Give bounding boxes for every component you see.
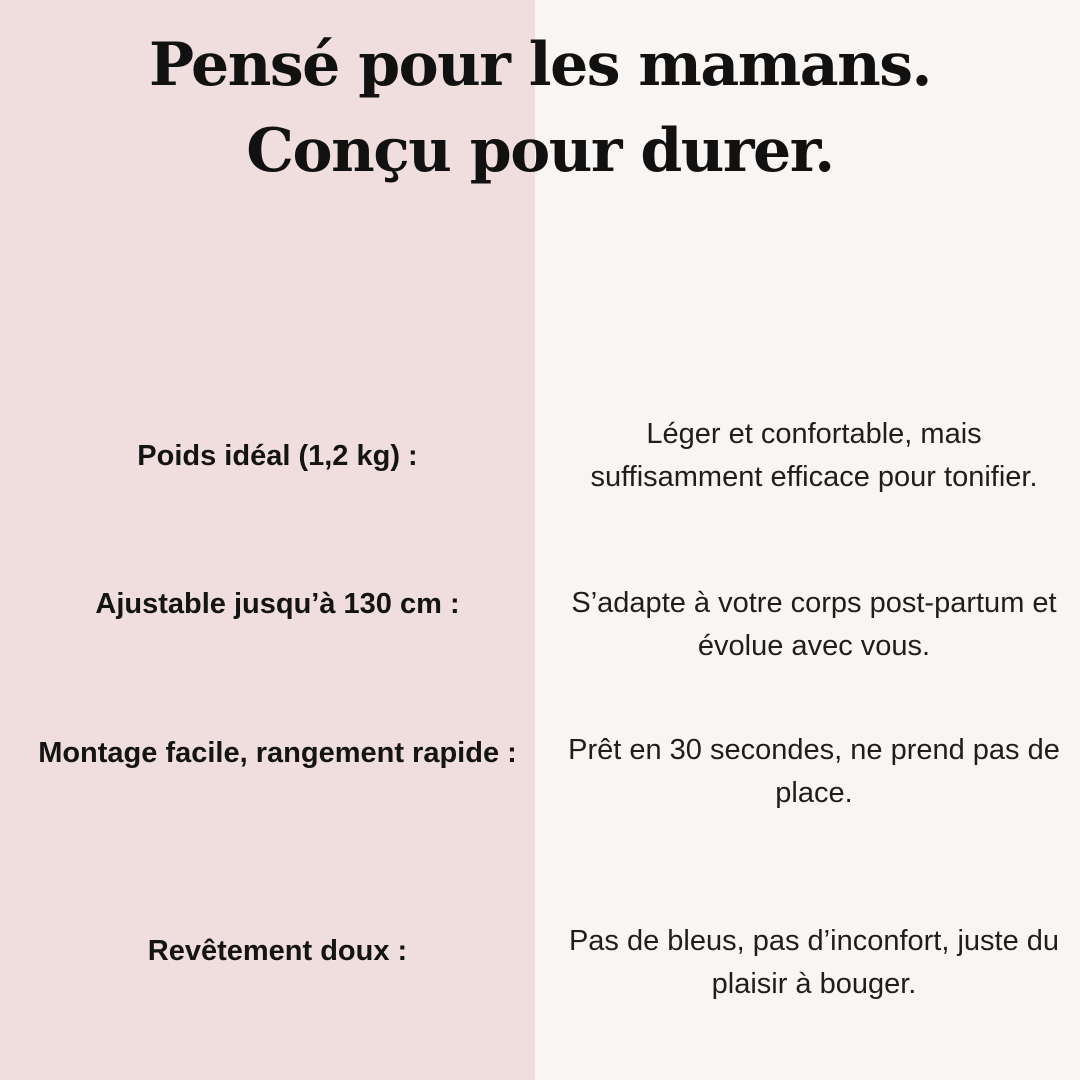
feature-label-assembly: Montage facile, rangement rapide : bbox=[38, 737, 517, 769]
feature-description-adjustable: S’adapte à votre corps post-partum et évolue avec vous. bbox=[571, 587, 1057, 662]
feature-description-coating: Pas de bleus, pas d’inconfort, juste du plaisir à bouger. bbox=[568, 925, 1060, 1000]
feature-label-weight: Poids idéal (1,2 kg) : bbox=[137, 440, 418, 472]
feature-label-coating: Revêtement doux : bbox=[147, 935, 408, 967]
page-title: Pensé pour les mamans. Conçu pour durer. bbox=[149, 30, 931, 186]
feature-description-assembly: Prêt en 30 secondes, ne prend pas de place. bbox=[568, 734, 1060, 809]
feature-description-weight: Léger et confortable, mais suffisamment efficace pour tonifier. bbox=[590, 418, 1038, 493]
feature-label-adjustable: Ajustable jusqu’à 130 cm : bbox=[95, 588, 460, 620]
